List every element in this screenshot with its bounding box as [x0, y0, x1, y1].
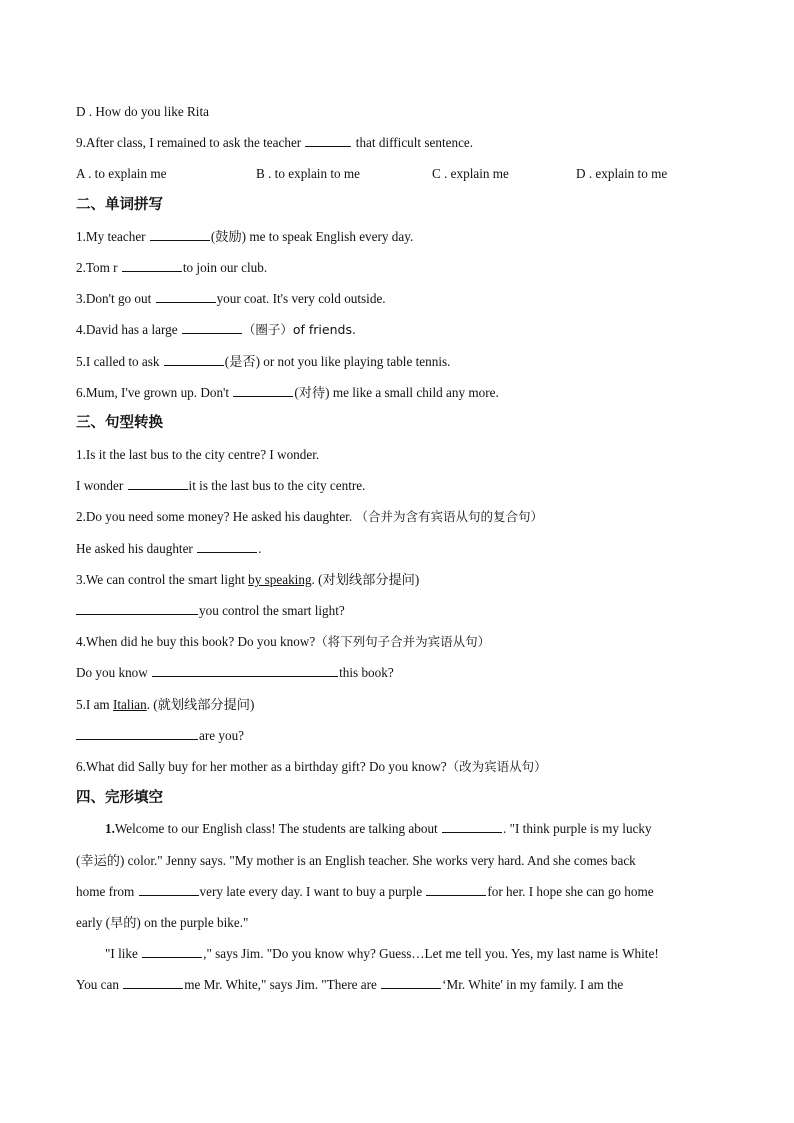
s2-item-1-before: 1.My teacher — [76, 229, 146, 244]
s4-p1-line4: early (早的) on the purple bike." — [76, 915, 249, 930]
section3-title: 三、句型转换 — [76, 415, 163, 431]
s2-item-4-blank[interactable] — [182, 321, 242, 334]
s2-item-2-after: to join our club. — [182, 260, 268, 275]
s3-q5-before: 5.I am — [76, 697, 110, 712]
q9-option-a[interactable]: A . to explain me — [76, 166, 167, 181]
q9-text-after: that difficult sentence. — [355, 135, 474, 150]
q9-option-b[interactable]: B . to explain to me — [256, 166, 361, 181]
s2-item-5-blank[interactable] — [164, 353, 224, 366]
section2-title: 二、单词拼写 — [76, 197, 163, 213]
s2-item-4-before: 4.David has a large — [76, 322, 178, 337]
s4-p2-l1-a: "I like — [105, 946, 138, 961]
s3-q4-after: this book? — [339, 665, 394, 680]
s2-item-3-before: 3.Don't go out — [76, 291, 152, 306]
s2-item-6-before: 6.Mum, I've grown up. Don't — [76, 385, 230, 400]
s3-q2-after: . — [258, 541, 262, 556]
q9-option-d[interactable]: D . explain to me — [576, 166, 668, 181]
s3-q1-line1: 1.Is it the last bus to the city centre? I wonder. — [76, 447, 320, 462]
s4-p1-l3-b: very late every day. I want to buy a purple — [199, 884, 423, 899]
s3-q4-text: 4.When did he buy this book? Do you know? — [76, 634, 316, 649]
s2-item-5-after: (是否) or not you like playing table tennis. — [224, 354, 451, 369]
s2-item-1-after: (鼓励) me to speak English every day. — [210, 229, 414, 244]
s3-q2-before: He asked his daughter — [76, 541, 193, 556]
q8-option-d: D . How do you like Rita — [76, 104, 209, 119]
s3-q6-line1 — [76, 758, 547, 776]
s2-item-3-after: your coat. It's very cold outside. — [216, 291, 386, 306]
s3-q1-after: it is the last bus to the city centre. — [188, 478, 366, 493]
s4-p1-l3-a: home from — [76, 884, 135, 899]
s4-p1-line3 — [76, 883, 654, 901]
s4-blank-6[interactable] — [381, 976, 441, 989]
s3-q6-note: （改为宾语从句） — [446, 759, 547, 774]
s3-q3-line1 — [76, 571, 419, 589]
s3-q5-line1 — [76, 696, 254, 714]
s2-item-4 — [76, 321, 356, 339]
s3-q2-line2 — [76, 540, 261, 558]
s3-q3-underlined: by speaking — [248, 572, 312, 587]
s2-item-3 — [76, 290, 386, 308]
q9-blank[interactable] — [305, 134, 351, 147]
s4-p1-l3-c: for her. I hope she can go home — [487, 884, 654, 899]
s3-q3-before: 3.We can control the smart light — [76, 572, 245, 587]
s3-q2-text: 2.Do you need some money? He asked his daughter. — [76, 509, 353, 524]
s4-p2-l2-a: You can — [76, 977, 119, 992]
s3-q2-line1 — [76, 508, 543, 526]
s4-p1-number: 1. — [105, 821, 115, 836]
s2-item-5 — [76, 353, 450, 371]
s2-item-3-blank[interactable] — [156, 290, 216, 303]
s2-item-4-after: （圈子）of friends. — [242, 322, 356, 337]
s3-q4-note: （将下列句子合并为宾语从句） — [315, 634, 491, 649]
section4-title: 四、完形填空 — [76, 790, 163, 806]
s4-p2-l2-b: me Mr. White," says Jim. "There are — [184, 977, 377, 992]
s4-blank-4[interactable] — [142, 945, 202, 958]
s3-q2-blank[interactable] — [197, 540, 257, 553]
s3-q5-after: . (就划线部分提问) — [146, 697, 255, 712]
s3-q1-blank[interactable] — [128, 477, 188, 490]
s2-item-2-before: 2.Tom r — [76, 260, 118, 275]
s3-q5-underlined: Italian — [113, 697, 147, 712]
s2-item-1-blank[interactable] — [150, 228, 210, 241]
s2-item-5-before: 5.I called to ask — [76, 354, 160, 369]
s3-q3-line2-text: you control the smart light? — [199, 603, 345, 618]
s4-p2-line2 — [76, 976, 623, 994]
s4-p1-line1 — [105, 820, 652, 838]
s4-p1-l1-b: . "I think purple is my lucky — [503, 821, 652, 836]
s4-p1-line2: (幸运的) color." Jenny says. "My mother is an English teacher. She works very hard. And she comes back — [76, 853, 636, 868]
s3-q4-line2 — [76, 664, 394, 682]
s2-item-6 — [76, 384, 499, 402]
s3-q1-before: I wonder — [76, 478, 124, 493]
s3-q4-line1 — [76, 633, 490, 651]
s2-item-6-after: (对待) me like a small child any more. — [294, 385, 499, 400]
s3-q5-blank[interactable] — [76, 727, 198, 740]
q9-question — [76, 134, 473, 152]
s4-p2-l2-c: ‘Mr. White' in my family. I am the — [442, 977, 624, 992]
s2-item-2-blank[interactable] — [122, 259, 182, 272]
s3-q3-blank[interactable] — [76, 602, 198, 615]
s3-q3-line2 — [76, 602, 345, 620]
s3-q1-line2 — [76, 477, 365, 495]
s3-q5-line2-text: are you? — [199, 728, 245, 743]
s4-p1-l1-a: Welcome to our English class! The students are talking about — [114, 821, 438, 836]
s3-q4-before: Do you know — [76, 665, 148, 680]
s3-q2-note: （合并为含有宾语从句的复合句） — [355, 509, 543, 524]
s4-p2-line1 — [105, 945, 659, 963]
s4-blank-5[interactable] — [123, 976, 183, 989]
s2-item-6-blank[interactable] — [233, 384, 293, 397]
s4-blank-2[interactable] — [139, 883, 199, 896]
s4-blank-1[interactable] — [442, 820, 502, 833]
s2-item-2 — [76, 259, 267, 277]
s3-q3-after: . (对划线部分提问) — [311, 572, 420, 587]
s4-blank-3[interactable] — [426, 883, 486, 896]
s4-p2-l1-b: ," says Jim. "Do you know why? Guess…Let me tell you. Yes, my last name is White! — [203, 946, 659, 961]
s3-q6-text: 6.What did Sally buy for her mother as a birthday gift? Do you know? — [76, 759, 447, 774]
s3-q5-line2 — [76, 727, 244, 745]
q9-text-before: 9.After class, I remained to ask the teacher — [76, 135, 302, 150]
s2-item-1 — [76, 228, 413, 246]
q9-option-c[interactable]: C . explain me — [432, 166, 509, 181]
s3-q4-blank[interactable] — [152, 664, 338, 677]
